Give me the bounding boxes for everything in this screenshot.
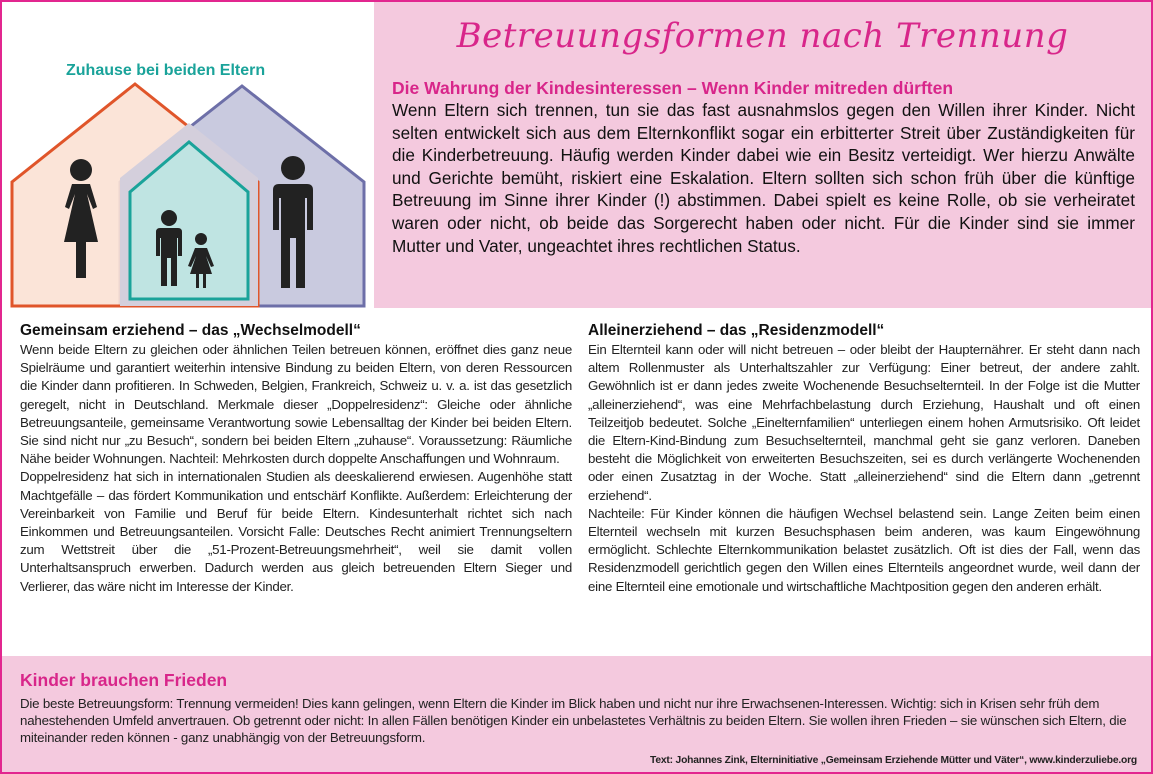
footer-heading: Kinder brauchen Frieden	[20, 670, 228, 690]
houses-graphic	[2, 2, 374, 308]
intro-text: Wenn Eltern sich trennen, tun sie das fast ausnahmslos gegen den Willen ihrer Kinder. Nicht selten entwickelt sich aus dem Elternkonflikt sogar ein erbitterter Streit über Zuständigkeiten für die Kinderbetreuung. Häufig werden Kinder dabei wie ein Besitz verteidigt. Wer hierzu Anwälte und Gerichte bemüht, riskiert eine Eskalation. Eltern sollten sich schon früh über die künftige Betreuung im Sinne ihrer Kinder (!) abstimmen. Dabei spielt es keine Rolle, ob sie verheiratet waren oder nicht, ob beide das Sorgerecht haben oder nicht. Für die Kinder sind sie immer Mutter und Vater, ungeachtet ihres rechtlichen Status.	[392, 100, 1135, 256]
left-column-paragraph-1: Wenn beide Eltern zu gleichen oder ähnlichen Teilen betreuen können, eröffnet dies ganz neue Spielräume und garantiert weiterhin intensive Bindung zu beiden Eltern, von deren Ressourcen die Kinder dann profitieren. In Schweden, Belgien, Frankreich, Schweiz u. v. a. ist das gesetzlich geregelt, nicht in Deutschland. Merkmale dieser „Doppelresidenz“: Gleiche oder ähnliche Betreuungsanteile, gemeinsame Verantwortung sowie Lebensalltag der Kinder bei beiden Eltern. Sie sind nicht nur „zu Besuch“, sondern bei beiden Eltern „zuhause“. Voraussetzung: Räumliche Nähe beider Wohnungen. Nachteil: Mehrkosten durch doppelte Anschaffungen und Wohnraum.	[20, 342, 572, 467]
illustration-label: Zuhause bei beiden Eltern	[66, 62, 266, 79]
left-column-heading: Gemeinsam erziehend – das „Wechselmodell“	[20, 322, 361, 339]
intro-heading: Die Wahrung der Kindesinteressen – Wenn Kinder mitreden dürften	[392, 78, 954, 98]
right-column	[588, 322, 1140, 596]
left-column	[20, 322, 572, 596]
family-illustration	[2, 2, 374, 308]
right-column-paragraph-2: Nachteile: Für Kinder können die häufigen Wechsel belastend sein. Lange Zeiten beim einen Elternteil wechseln mit kurzen Besuchsphasen beim anderen, was kaum Eingewöhnung ermöglicht. Schlechte Elternkommunikation belastet zusätzlich. Oft ist dies der Fall, wenn das Residenzmodell gerichtlich gegen den Willen eines Elternteils angeordnet wurde, weil dann der eine Elternteil eine emotionale und wirtschaftliche Machtposition gegen den anderen erhält.	[588, 505, 1140, 594]
left-column-paragraph-2: Doppelresidenz hat sich in internationalen Studien als deeskalierend erwiesen. Augenhöhe statt Machtgefälle – das fördert Kommunikation und entschärf Konflikte. Außerdem: Erleichterung der Vereinbarkeit von Familie und Beruf für beide Eltern. Kindesunterhalt richtet sich nach Einkommen und Betreuungsanteilen. Vorsicht Falle: Deutsches Recht animiert Trennungseltern zum Wettstreit über die „51-Prozent-Betreuungsmehrheit“, weil sie damit vollen Unterhaltsanspruch erwerben. Dadurch werden aus gleich betreuenden Eltern Sieger und Verlierer, das wäre nicht im Interesse der Kinder.	[20, 469, 572, 594]
credit-line: Text: Johannes Zink, Elterninitiative „Gemeinsam Erziehende Mütter und Väter“, www.kinderzuliebe.org	[650, 755, 1137, 766]
page-title: Betreuungsformen nach Trennung	[456, 16, 1069, 56]
footer-text: Die beste Betreuungsform: Trennung vermeiden! Dies kann gelingen, wenn Eltern die Kinder im Blick haben und nicht nur ihre Erwachsenen-Interessen. Wichtig: sich in Krisen sehr früh dem nahestehenden Umfeld anvertrauen. Ob getrennt oder nicht: In allen Fällen benötigen Kinder ein unbelastetes Verhältnis zu beiden Eltern. Sie wollen ihren Frieden – sie wünschen sich Eltern, die miteinander reden können - ganz unabhängig von der Betreuungsform.	[20, 696, 1127, 746]
right-column-paragraph-1: Ein Elternteil kann oder will nicht betreuen – oder bleibt der Haupternährer. Er steht dann nach altem Rollenmuster als Unterhaltszahler zur Verfügung: Einer betreut, der andere zahlt. Gewöhnlich ist er dann jedes zweite Wochenende Besuchselternteil. In der Folge ist die Mutter „alleinerziehend“, was eine Mehrfachbelastung durch Erziehung, Haushalt und oft einen Teilzeitjob bedeutet. Solche „Einelternfamilien“ unterliegen einem hohen Armutsrisiko. Oft leidet die Eltern-Kind-Bindung zum Besuchselternteil, manchmal geht sie ganz verloren. Daneben besteht die Möglichkeit von erweiterten Besuchszeiten, sei es durch verlängerte Wochenenden oder einen Zusatztag in der Woche. Statt „alleinerziehend“ sind die Eltern dann „getrennt erziehend“.	[588, 342, 1140, 503]
right-column-heading: Alleinerziehend – das „Residenzmodell“	[588, 322, 885, 339]
